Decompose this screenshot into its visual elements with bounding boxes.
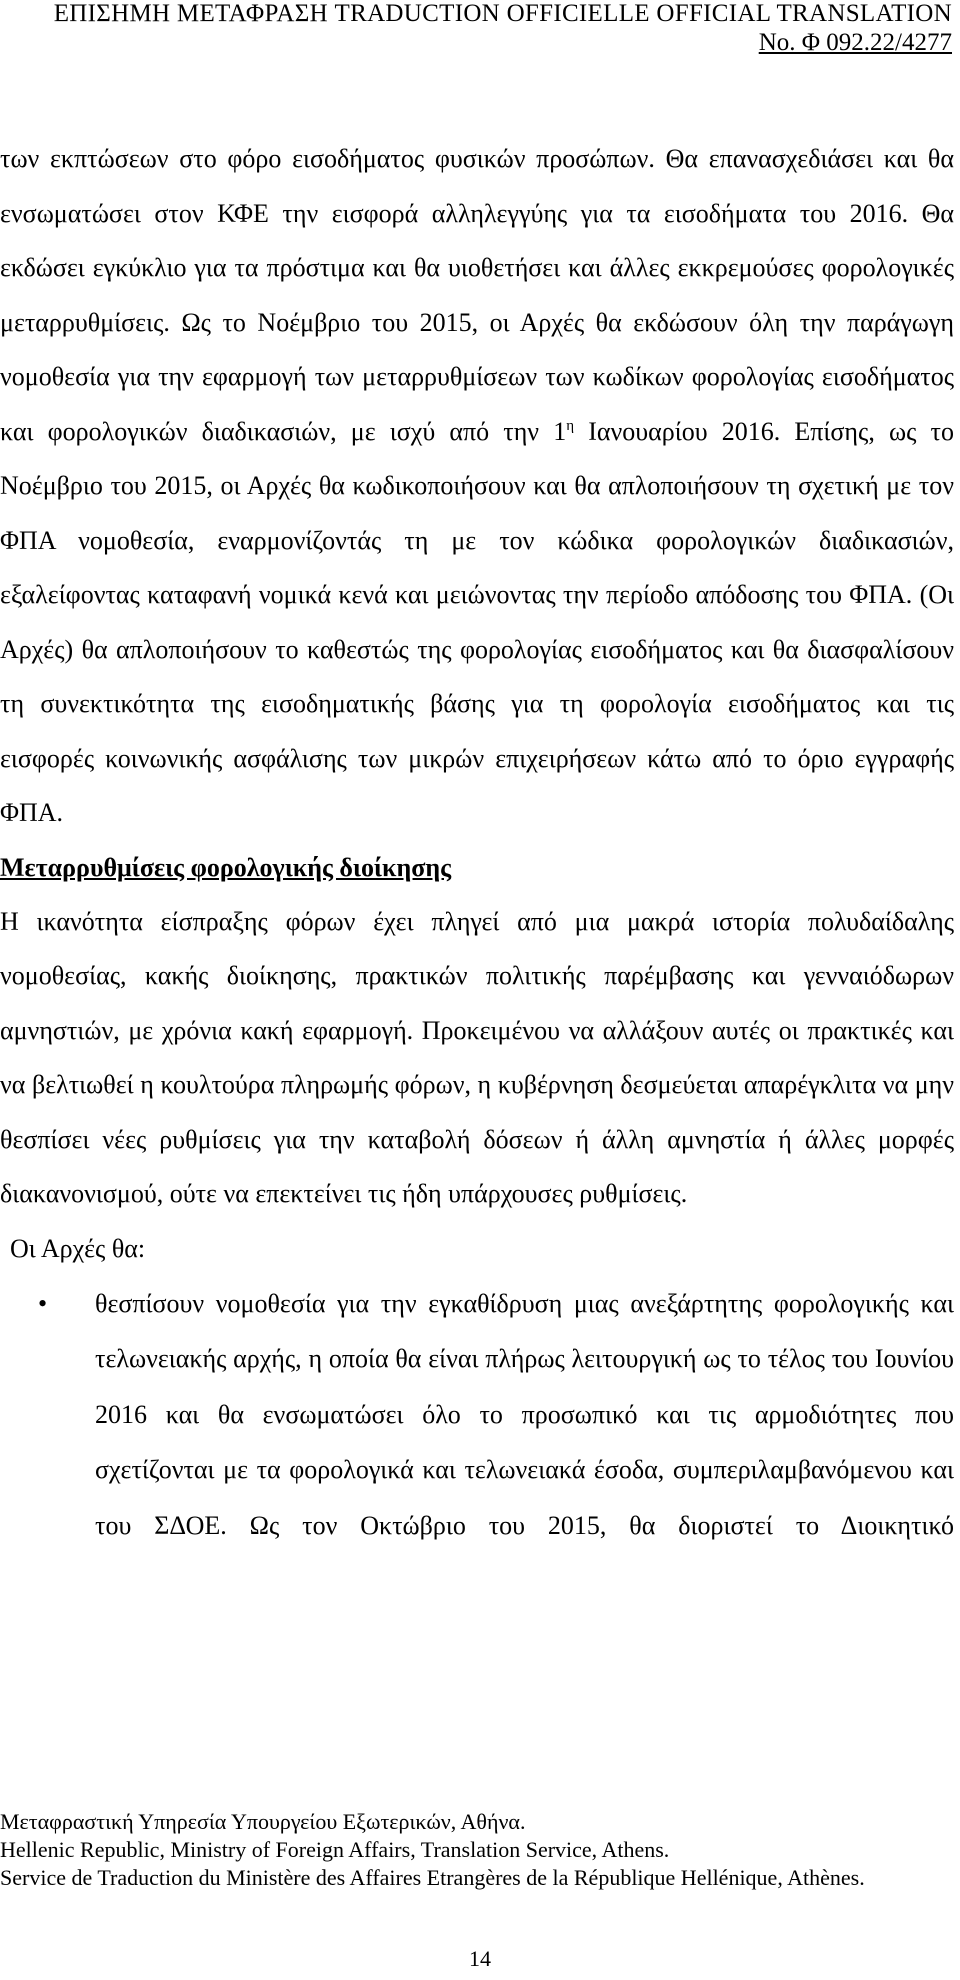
footer-line-french: Service de Traduction du Ministère des Affaires Etrangères de la République Hellénique, Athènes. [0, 1865, 865, 1890]
translation-header [0, 0, 952, 58]
paragraph-tax-reforms [0, 132, 954, 841]
list-item-text: θεσπίσουν νομοθεσία για την εγκαθίδρυση μιας ανεξάρτητης φορολογικής και τελωνειακής αρχής, η οποία θα είναι πλήρως λειτουργική ως το τέλος του Ιουνίου 2016 και θα ενσωματώσει όλο το προσωπικό και τις αρμοδιότητες που σχετίζονται με τα φορολογικά και τελωνειακά έσοδα, συμπεριλαμβανόμενου και του ΣΔΟΕ. Ως τον Οκτώβριο του 2015, θα διοριστεί το Διοικητικό [95, 1288, 954, 1540]
paragraph-tax-administration: Η ικανότητα είσπραξης φόρων έχει πληγεί από μια μακρά ιστορία πολυδαίδαλης νομοθεσίας, κακής διοίκησης, πρακτικών πολιτικής παρέμβασης και γενναιόδωρων αμνηστιών, με χρόνια κακή εφαρμογή. Προκειμένου να αλλάξουν αυτές οι πρακτικές και να βελτιωθεί η κουλτούρα πληρωμής φόρων, η κυβέρνηση δεσμεύεται απαρέγκλιτα να μην θεσπίσει νέες ρυθμίσεις για την καταβολή δόσεων ή άλλη αμνηστία ή άλλες μορφές διακανονισμού, ούτε να επεκτείνει τις ήδη υπάρχουσες ρυθμίσεις. [0, 906, 954, 1208]
page-footer [0, 1808, 950, 1892]
document-reference-number: No. Φ 092.22/4277 [758, 29, 952, 56]
bullet-icon: • [38, 1288, 48, 1318]
paragraph-text: των εκπτώσεων στο φόρο εισοδήματος φυσικών προσώπων. Θα επανασχεδιάσει και θα ενσωματώσει στον ΚΦΕ την εισφορά αλληλεγγύης για τα εισοδήματα του 2016. Θα εκδώσει εγκύκλιο για τα πρόστιμα και θα υιοθετήσει και άλλες εκκρεμούσες φορολογικές μεταρρυθμίσεις. Ως το Νοέμβριο του 2015, οι Αρχές θα εκδώσουν όλη την παράγωγη νομοθεσία για την εφαρμογή των μεταρρυθμίσεων των κωδίκων φορολογίας εισοδήματος και φορολογικών διαδικασιών, με ισχύ από την 1 [0, 144, 954, 446]
footer-line-greek: Μεταφραστική Υπηρεσία Υπουργείου Εξωτερικών, Αθήνα. [0, 1809, 526, 1834]
paragraph-text-continued: Ιανουαρίου 2016. Επίσης, ως το Νοέμβριο του 2015, οι Αρχές θα κωδικοποιήσουν και θα απλοποιήσουν τη σχετική με τον ΦΠΑ νομοθεσία, εναρμονίζοντάς τη με τον κώδικα φορολογικών διαδικασιών, εξαλείφοντας καταφανή νομικά κενά και μειώνοντας την περίοδο απόδοσης του ΦΠΑ. (Οι Αρχές) θα απλοποιήσουν το καθεστώς της φορολογίας εισοδήματος και θα διασφαλίσουν τη συνεκτικότητα της εισοδηματικής βάσης για τη φορολογία εισοδήματος και τις εισφορές κοινωνικής ασφάλισης των μικρών επιχειρήσεων κάτω από το όριο εγγραφής ΦΠΑ. [0, 416, 954, 827]
page-number: 14 [469, 1946, 491, 1971]
footer-line-english: Hellenic Republic, Ministry of Foreign Affairs, Translation Service, Athens. [0, 1837, 670, 1862]
document-body [0, 132, 954, 1553]
section-heading: Μεταρρυθμίσεις φορολογικής διοίκησης [0, 852, 452, 882]
list-item [0, 1276, 954, 1554]
official-translation-banner: ΕΠΙΣΗΜΗ ΜΕΤΑΦΡΑΣΗ TRADUCTION OFFICIELLE OFFICIAL TRANSLATION [53, 0, 952, 27]
list-lead-in: Οι Αρχές θα: [10, 1233, 146, 1263]
superscript-ordinal: η [566, 417, 575, 434]
